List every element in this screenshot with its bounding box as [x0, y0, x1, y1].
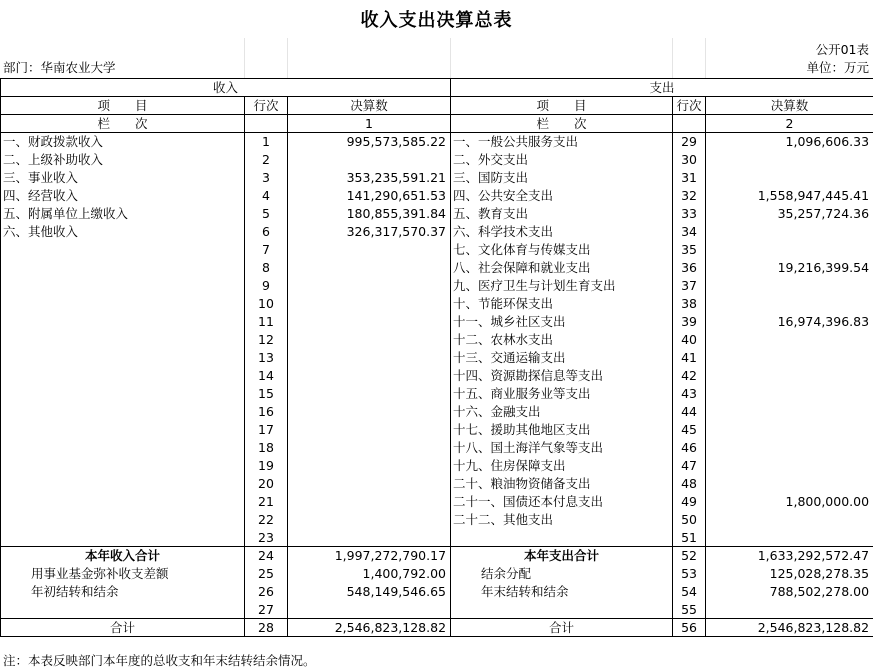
income-amount [288, 259, 451, 277]
income-row-no: 12 [245, 331, 288, 349]
table-row [1, 565, 873, 583]
expense-item-name: 十六、金融支出 [451, 403, 673, 421]
income-row-no: 13 [245, 349, 288, 367]
expense-amount: 1,558,947,445.41 [706, 187, 873, 205]
expense-item-name: 十四、资源勘探信息等支出 [451, 367, 673, 385]
expense-amount: 125,028,278.35 [706, 565, 873, 583]
expense-item-name: 十一、城乡社区支出 [451, 313, 673, 331]
expense-amount [706, 385, 873, 403]
income-row-no: 11 [245, 313, 288, 331]
header-column: 栏 次 [1, 115, 245, 133]
expense-amount: 1,800,000.00 [706, 493, 873, 511]
income-amount [288, 493, 451, 511]
table-row [1, 439, 873, 457]
expense-amount [706, 601, 873, 619]
income-item-name: 年初结转和结余 [1, 583, 245, 601]
expense-amount [706, 223, 873, 241]
department-label: 部门：华南农业大学 [3, 60, 116, 75]
income-amount [288, 313, 451, 331]
expense-amount [706, 421, 873, 439]
income-row-no: 10 [245, 295, 288, 313]
expense-amount: 788,502,278.00 [706, 583, 873, 601]
income-row-no: 5 [245, 205, 288, 223]
income-row-no: 18 [245, 439, 288, 457]
table-row [1, 133, 873, 151]
income-item-name [1, 511, 245, 529]
income-expense-table [0, 78, 873, 637]
expense-row-no: 48 [673, 475, 706, 493]
income-item-name [1, 493, 245, 511]
expense-item-name: 十七、援助其他地区支出 [451, 421, 673, 439]
expense-item-name: 七、文化体育与传媒支出 [451, 241, 673, 259]
table-row [1, 151, 873, 169]
income-row-no: 26 [245, 583, 288, 601]
expense-amount [706, 241, 873, 259]
income-row-no: 22 [245, 511, 288, 529]
expense-item-name: 五、教育支出 [451, 205, 673, 223]
expense-row-no: 44 [673, 403, 706, 421]
expense-amount: 1,633,292,572.47 [706, 547, 873, 565]
expense-section-header: 支出 [451, 79, 873, 97]
expense-row-no: 43 [673, 385, 706, 403]
expense-row-no: 37 [673, 277, 706, 295]
expense-amount: 1,096,606.33 [706, 133, 873, 151]
income-amount [288, 529, 451, 547]
expense-item-name: 二、外交支出 [451, 151, 673, 169]
expense-item-name [451, 601, 673, 619]
income-item-name: 五、附属单位上缴收入 [1, 205, 245, 223]
table-row [1, 475, 873, 493]
expense-item-name [451, 529, 673, 547]
table-row [1, 277, 873, 295]
column-index-income: 1 [288, 115, 451, 133]
expense-row-no: 41 [673, 349, 706, 367]
table-row [1, 349, 873, 367]
income-amount [288, 331, 451, 349]
table-row [1, 493, 873, 511]
expense-item-name: 二十、粮油物资储备支出 [451, 475, 673, 493]
table-row [1, 295, 873, 313]
expense-amount [706, 331, 873, 349]
expense-row-no: 50 [673, 511, 706, 529]
income-amount: 2,546,823,128.82 [288, 619, 451, 637]
expense-item-name: 十九、住房保障支出 [451, 457, 673, 475]
income-amount [288, 367, 451, 385]
expense-amount [706, 367, 873, 385]
expense-row-no: 55 [673, 601, 706, 619]
income-row-no: 1 [245, 133, 288, 151]
expense-row-no: 38 [673, 295, 706, 313]
page-title: 收入支出决算总表 [360, 10, 513, 31]
expense-row-no: 54 [673, 583, 706, 601]
income-row-no: 3 [245, 169, 288, 187]
table-row [1, 511, 873, 529]
income-row-no: 21 [245, 493, 288, 511]
income-row-no: 24 [245, 547, 288, 565]
income-amount [288, 241, 451, 259]
income-item-name [1, 457, 245, 475]
expense-row-no: 49 [673, 493, 706, 511]
header-row-no: 行次 [673, 97, 706, 115]
income-row-no: 7 [245, 241, 288, 259]
header-item: 项 目 [1, 97, 245, 115]
expense-item-name: 十二、农林水支出 [451, 331, 673, 349]
expense-item-name: 一、一般公共服务支出 [451, 133, 673, 151]
income-item-name [1, 331, 245, 349]
expense-amount [706, 529, 873, 547]
table-row [1, 313, 873, 331]
expense-row-no: 47 [673, 457, 706, 475]
expense-row-no: 45 [673, 421, 706, 439]
table-row [1, 457, 873, 475]
expense-amount [706, 349, 873, 367]
expense-amount [706, 439, 873, 457]
expense-row-no: 39 [673, 313, 706, 331]
header-amount: 决算数 [288, 97, 451, 115]
income-row-no: 9 [245, 277, 288, 295]
income-section-header: 收入 [1, 79, 451, 97]
income-amount [288, 511, 451, 529]
expense-row-no: 33 [673, 205, 706, 223]
expense-amount [706, 169, 873, 187]
income-row-no: 2 [245, 151, 288, 169]
income-item-name [1, 259, 245, 277]
table-row [1, 529, 873, 547]
expense-row-no: 29 [673, 133, 706, 151]
header-item: 项 目 [451, 97, 673, 115]
expense-row-no: 40 [673, 331, 706, 349]
expense-item-name: 三、国防支出 [451, 169, 673, 187]
expense-amount: 16,974,396.83 [706, 313, 873, 331]
expense-row-no: 32 [673, 187, 706, 205]
income-row-no: 28 [245, 619, 288, 637]
expense-row-no: 34 [673, 223, 706, 241]
table-row [1, 331, 873, 349]
expense-item-name: 二十二、其他支出 [451, 511, 673, 529]
income-item-name: 四、经营收入 [1, 187, 245, 205]
expense-item-name: 十三、交通运输支出 [451, 349, 673, 367]
income-item-name [1, 439, 245, 457]
income-amount: 1,997,272,790.17 [288, 547, 451, 565]
income-item-name: 合计 [1, 619, 245, 637]
income-item-name [1, 295, 245, 313]
income-amount: 995,573,585.22 [288, 133, 451, 151]
table-row [1, 367, 873, 385]
income-item-name [1, 313, 245, 331]
income-row-no: 23 [245, 529, 288, 547]
income-amount [288, 457, 451, 475]
expense-item-name: 二十一、国债还本付息支出 [451, 493, 673, 511]
expense-item-name: 六、科学技术支出 [451, 223, 673, 241]
table-row [1, 169, 873, 187]
expense-row-no: 46 [673, 439, 706, 457]
expense-amount: 2,546,823,128.82 [706, 619, 873, 637]
income-item-name [1, 601, 245, 619]
expense-item-name: 十、节能环保支出 [451, 295, 673, 313]
income-amount: 326,317,570.37 [288, 223, 451, 241]
table-row [1, 601, 873, 619]
income-row-no: 17 [245, 421, 288, 439]
expense-row-no: 42 [673, 367, 706, 385]
income-row-no: 15 [245, 385, 288, 403]
income-item-name [1, 385, 245, 403]
income-amount [288, 151, 451, 169]
expense-item-name: 合计 [451, 619, 673, 637]
expense-row-no: 56 [673, 619, 706, 637]
income-item-name [1, 475, 245, 493]
income-item-name [1, 241, 245, 259]
table-row [1, 223, 873, 241]
column-index-expense: 2 [706, 115, 873, 133]
income-amount [288, 601, 451, 619]
expense-amount [706, 277, 873, 295]
income-amount [288, 277, 451, 295]
income-amount: 353,235,591.21 [288, 169, 451, 187]
expense-item-name: 十五、商业服务业等支出 [451, 385, 673, 403]
income-item-name: 本年收入合计 [1, 547, 245, 565]
income-amount: 180,855,391.84 [288, 205, 451, 223]
table-row [1, 259, 873, 277]
header-column: 栏 次 [451, 115, 673, 133]
income-item-name: 一、财政拨款收入 [1, 133, 245, 151]
header-row-no: 行次 [245, 97, 288, 115]
expense-item-name: 八、社会保障和就业支出 [451, 259, 673, 277]
expense-item-name: 本年支出合计 [451, 547, 673, 565]
expense-item-name: 年末结转和结余 [451, 583, 673, 601]
expense-amount [706, 295, 873, 313]
income-amount: 548,149,546.65 [288, 583, 451, 601]
spreadsheet-gridlines [0, 38, 873, 78]
table-row [1, 187, 873, 205]
table-row [1, 547, 873, 565]
income-row-no: 8 [245, 259, 288, 277]
expense-amount [706, 457, 873, 475]
income-item-name: 三、事业收入 [1, 169, 245, 187]
expense-row-no: 53 [673, 565, 706, 583]
income-item-name: 二、上级补助收入 [1, 151, 245, 169]
footnote: 注：本表反映部门本年度的总收支和年末结转结余情况。 [3, 653, 316, 668]
header-amount: 决算数 [706, 97, 873, 115]
income-item-name [1, 367, 245, 385]
income-row-no: 27 [245, 601, 288, 619]
income-row-no: 20 [245, 475, 288, 493]
expense-row-no: 30 [673, 151, 706, 169]
income-item-name: 六、其他收入 [1, 223, 245, 241]
expense-row-no: 51 [673, 529, 706, 547]
expense-amount: 35,257,724.36 [706, 205, 873, 223]
income-amount [288, 421, 451, 439]
expense-amount [706, 475, 873, 493]
expense-row-no: 52 [673, 547, 706, 565]
table-row [1, 241, 873, 259]
income-item-name [1, 403, 245, 421]
expense-amount [706, 511, 873, 529]
table-row [1, 205, 873, 223]
income-amount [288, 349, 451, 367]
expense-row-no: 36 [673, 259, 706, 277]
table-row [1, 619, 873, 637]
income-row-no: 4 [245, 187, 288, 205]
income-row-no: 16 [245, 403, 288, 421]
income-amount: 1,400,792.00 [288, 565, 451, 583]
income-amount [288, 475, 451, 493]
expense-row-no: 35 [673, 241, 706, 259]
income-item-name: 用事业基金弥补收支差额 [1, 565, 245, 583]
income-item-name [1, 277, 245, 295]
income-amount: 141,290,651.53 [288, 187, 451, 205]
income-row-no: 19 [245, 457, 288, 475]
income-row-no: 14 [245, 367, 288, 385]
table-row [1, 385, 873, 403]
expense-row-no: 31 [673, 169, 706, 187]
income-amount [288, 295, 451, 313]
form-number: 公开01表 [815, 42, 869, 57]
expense-amount [706, 151, 873, 169]
income-amount [288, 403, 451, 421]
unit-label: 单位：万元 [806, 60, 869, 75]
income-row-no: 6 [245, 223, 288, 241]
income-row-no: 25 [245, 565, 288, 583]
income-amount [288, 439, 451, 457]
expense-item-name: 结余分配 [451, 565, 673, 583]
income-item-name [1, 349, 245, 367]
expense-amount [706, 403, 873, 421]
expense-item-name: 九、医疗卫生与计划生育支出 [451, 277, 673, 295]
expense-amount: 19,216,399.54 [706, 259, 873, 277]
expense-item-name: 十八、国土海洋气象等支出 [451, 439, 673, 457]
income-item-name [1, 421, 245, 439]
income-amount [288, 385, 451, 403]
table-row [1, 583, 873, 601]
table-row [1, 403, 873, 421]
table-row [1, 421, 873, 439]
income-item-name [1, 529, 245, 547]
expense-item-name: 四、公共安全支出 [451, 187, 673, 205]
